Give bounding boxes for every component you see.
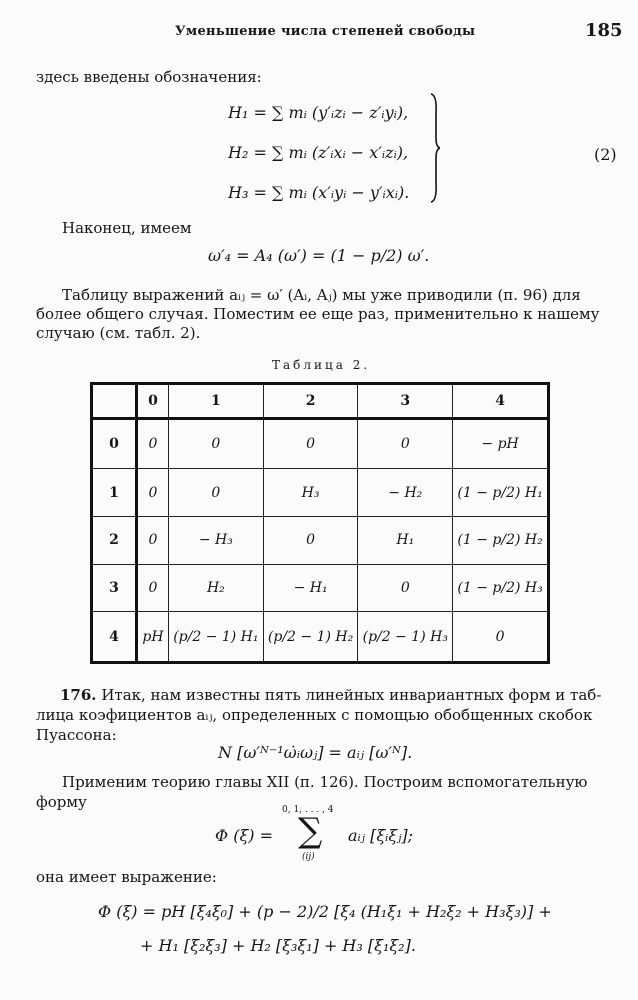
row-header-cell: 3	[92, 564, 137, 612]
table-row	[92, 564, 549, 612]
table-header-cell	[92, 384, 137, 419]
table-cell: 0	[137, 419, 169, 469]
apply-line-1: Применим теорию главы XII (п. 126). Построим вспомогательную	[62, 773, 588, 791]
table-cell: − H₂	[358, 469, 453, 517]
sum-sign: ∑	[298, 811, 323, 851]
intro-text: здесь введены обозначения:	[36, 68, 262, 86]
section-176-text: Итак, нам известны пять линейных инвариантных форм и таб-	[101, 686, 602, 704]
table-row	[92, 419, 549, 469]
row-header-cell: 4	[92, 612, 137, 663]
right-brace	[430, 93, 440, 203]
section-176-line-2: лица коэфициентов aᵢⱼ, определенных с помощью обобщенных скобок	[36, 706, 593, 724]
equation-number: (2)	[594, 145, 617, 164]
section-number: 176.	[60, 686, 97, 704]
equation-h2: H₂ = ∑ mᵢ (z′ᵢxᵢ − x′ᵢzᵢ),	[228, 143, 409, 162]
table-cell: (1 − p/2) H₃	[453, 564, 549, 612]
table-cell: (p/2 − 1) H₃	[358, 612, 453, 663]
table-cell: 0	[263, 517, 358, 565]
table-header-cell: 1	[169, 384, 264, 419]
table-cell: H₁	[358, 517, 453, 565]
table-cell: − H₁	[263, 564, 358, 612]
row-header-cell: 1	[92, 469, 137, 517]
table-header-row	[92, 384, 549, 419]
table-cell: (p/2 − 1) H₂	[263, 612, 358, 663]
row-header-cell: 0	[92, 419, 137, 469]
table-cell: 0	[263, 419, 358, 469]
apply-line-2: форму	[36, 793, 87, 811]
table-row	[92, 469, 549, 517]
table-cell: 0	[137, 469, 169, 517]
omega-equation: ω′₄ = A₄ (ω′) = (1 − p/2) ω′.	[208, 246, 430, 265]
table-cell: 0	[169, 419, 264, 469]
table-cell: (p/2 − 1) H₁	[169, 612, 264, 663]
table-cell: 0	[137, 564, 169, 612]
row-header-cell: 2	[92, 517, 137, 565]
phi-expression-line-1: Φ (ξ) = pH [ξ₄ξ₀] + (p − 2)/2 [ξ₄ (H₁ξ₁ + H₂ξ₂ + H₃ξ₃)] +	[98, 902, 552, 921]
table-cell: 0	[169, 469, 264, 517]
table-cell: 0	[358, 419, 453, 469]
table-cell: − H₃	[169, 517, 264, 565]
phi-lhs: Φ (ξ) =	[215, 826, 273, 845]
table-cell: H₃	[263, 469, 358, 517]
equation-h1: H₁ = ∑ mᵢ (y′ᵢzᵢ − z′ᵢyᵢ),	[228, 103, 409, 122]
table-header-cell: 2	[263, 384, 358, 419]
phi-rhs: aᵢⱼ [ξᵢξⱼ];	[348, 826, 414, 845]
equation-h3: H₃ = ∑ mᵢ (x′ᵢyᵢ − y′ᵢxᵢ).	[228, 183, 410, 202]
table-header-cell: 0	[137, 384, 169, 419]
paragraph-line-2: более общего случая. Поместим ее еще раз, применительно к нашему	[36, 305, 600, 323]
sum-upper-limit: 0, 1, . . . , 4	[282, 805, 334, 815]
coefficients-table	[90, 382, 550, 664]
table-cell: 0	[358, 564, 453, 612]
page-number: 185	[585, 20, 623, 41]
table-header-cell: 3	[358, 384, 453, 419]
sum-lower-limit: (ij)	[302, 852, 315, 862]
table-row	[92, 612, 549, 663]
table-cell: 0	[137, 517, 169, 565]
table-cell: (1 − p/2) H₁	[453, 469, 549, 517]
running-header: Уменьшение числа степеней свободы	[175, 24, 476, 39]
phi-expression-line-2: + H₁ [ξ₂ξ₃] + H₂ [ξ₃ξ₁] + H₃ [ξ₁ξ₂].	[140, 936, 416, 955]
section-176-line-3: Пуассона:	[36, 726, 117, 744]
poisson-equation: N [ω′ᴺ⁻¹ω̇ᵢωⱼ] = aᵢⱼ [ω′ᴺ].	[218, 743, 413, 762]
expression-intro: она имеет выражение:	[36, 868, 217, 886]
table-cell: (1 − p/2) H₂	[453, 517, 549, 565]
paragraph-line-1: Таблицу выражений aᵢⱼ = ω′ (Aᵢ, Aⱼ) мы уже приводили (п. 96) для	[62, 286, 581, 304]
table-header-cell: 4	[453, 384, 549, 419]
finally-text: Наконец, имеем	[62, 219, 192, 237]
paragraph-line-3: случаю (см. табл. 2).	[36, 324, 201, 342]
table-caption: Таблица 2.	[272, 358, 371, 372]
section-176-line-1	[60, 685, 601, 705]
table-cell: pH	[137, 612, 169, 663]
table-cell: H₂	[169, 564, 264, 612]
table-cell: 0	[453, 612, 549, 663]
table-cell: − pH	[453, 419, 549, 469]
table-row	[92, 517, 549, 565]
